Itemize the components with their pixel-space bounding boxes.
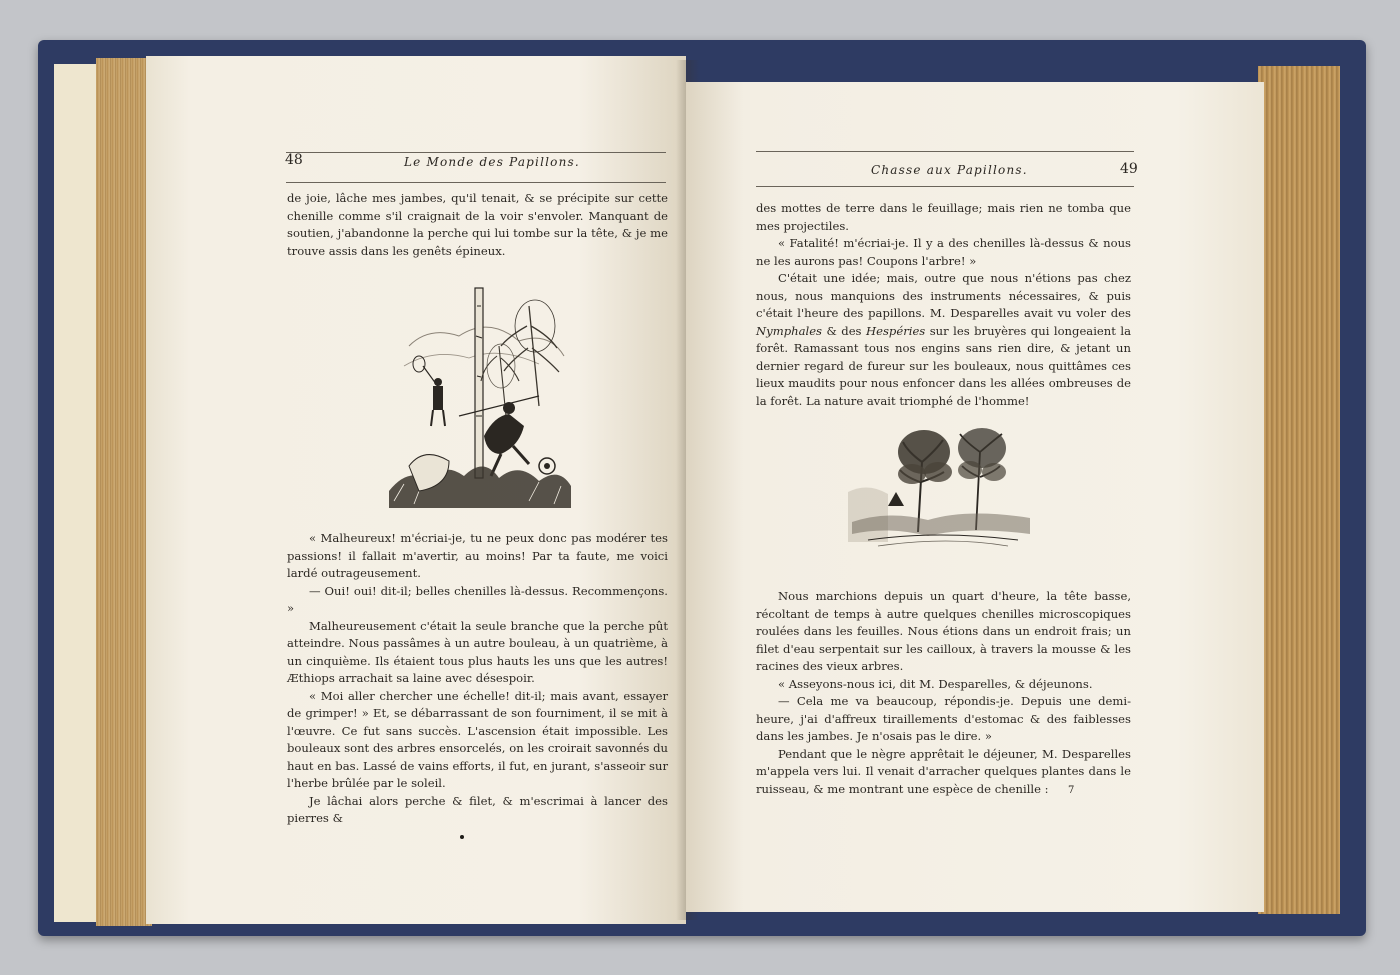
left-text-top [287, 190, 668, 260]
right-page [686, 82, 1264, 912]
paragraph: Pendant que le nègre apprêtait le déjeuner, M. Desparelles m'appela vers lui. Il venait d'arracher quelques plantes dans le ruisseau, & me montrant une espèce de chenille : [756, 746, 1131, 796]
left-page [146, 56, 686, 924]
paragraph: « Moi aller chercher une échelle! dit-il; mais avant, essayer de grimper! » Et, se débarrassant de son fourniment, il se mit à l'œuvre. Ce fut sans succès. L'ascension était impossible. Les bouleaux sont des arbres ensorcelés, on les croirait savonnés du haut en bas. Lassé de vains efforts, il fut, en jurant, s'asseoir sur l'herbe brûlée par le soleil. [287, 688, 668, 790]
paragraph: — Cela me va beaucoup, répondis-je. Depuis une demi-heure, j'ai d'affreux tiraillements d'estomac & des faiblesses dans les jambes. Je n'osais pas le dire. » [756, 694, 1131, 743]
right-text-top [756, 200, 1131, 410]
paragraph: — Oui! oui! dit-il; belles chenilles là-dessus. Recommençons. » [287, 583, 668, 615]
paragraph: Je lâchai alors perche & filet, & m'escrimai à lancer des pierres & [287, 793, 668, 825]
paragraph: de joie, lâche mes jambes, qu'il tenait, & se précipite sur cette chenille comme s'il craignait de la voir s'envoler. Manquant de soutien, j'abandonne la perche qui lui tombe sur la tête, & je me trouve assis dans les genêts épineux. [287, 191, 668, 258]
header-rule-bottom [756, 186, 1134, 187]
right-running-title: Chasse aux Papillons. [871, 163, 1028, 177]
hunting-scene-illustration [389, 286, 571, 508]
page-edges-left [96, 58, 152, 926]
paragraph: Nous marchions depuis un quart d'heure, la tête basse, récoltant de temps à autre quelques chenilles microscopiques roulées dans les feuilles. Nous étions dans un endroit frais; un filet d'eau serpentait sur les cailloux, à travers la mousse & les racines des vieux arbres. [756, 589, 1131, 673]
header-rule-top [756, 151, 1134, 152]
right-text-bottom [756, 588, 1131, 798]
paragraph: « Asseyons-nous ici, dit M. Desparelles, & déjeunons. [778, 676, 1093, 691]
left-text-bottom [287, 530, 668, 828]
paragraph: Malheureusement c'était la seule branche que la perche pût atteindre. Nous passâmes à un autre bouleau, à un quatrième, à un cinquième. Ils étaient tous plus hauts les uns que les autres! Æthiops arrachait sa laine avec désespoir. [287, 618, 668, 685]
forest-stream-illustration [848, 422, 1034, 552]
header-rule-bottom [286, 182, 666, 183]
page-edges-right [1258, 66, 1340, 914]
signature-mark: 7 [1068, 785, 1075, 796]
italic-term: Nymphales [756, 323, 823, 338]
italic-term: Hespéries [865, 323, 926, 338]
paragraph: C'était une idée; mais, outre que nous n'étions pas chez nous, nous manquions des instruments nécessaires, & puis c'était l'heure des papillons. M. Desparelles avait vu voler des Nymphales & des Hespéries sur les bruyères qui longeaient la forêt. Ramassant tous nos engins sans rien dire, & jetant un dernier regard de fureur sur les bouleaux, nous quittâmes ces lieux maudits pour nous enfoncer dans les allées ombreuses de la forêt. La nature avait triomphé de l'homme! [756, 271, 1132, 408]
right-page-number: 49 [1120, 161, 1138, 177]
ink-dot [460, 835, 464, 839]
paragraph: des mottes de terre dans le feuillage; mais rien ne tomba que mes projectiles. [756, 201, 1131, 233]
left-running-title: Le Monde des Papillons. [404, 155, 580, 169]
paragraph: « Malheureux! m'écriai-je, tu ne peux donc pas modérer tes passions! il fallait m'avertir, au moins! Par ta faute, me voici lardé outrageusement. [287, 531, 668, 580]
paragraph: « Fatalité! m'écriai-je. Il y a des chenilles là-dessus & nous ne les aurons pas! Coupons l'arbre! » [756, 236, 1131, 268]
left-page-number: 48 [285, 152, 303, 168]
header-rule-top [286, 152, 666, 153]
